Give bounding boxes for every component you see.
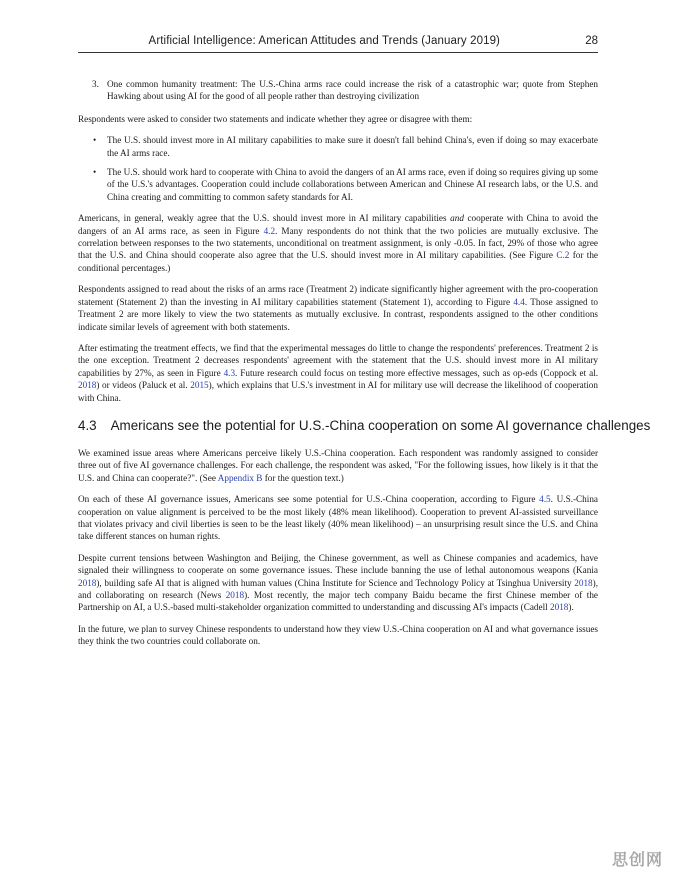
text-run: Despite current tensions between Washington and Beijing, the Chinese government, as well as Chinese companies and academics, have signaled their willingness to cooperate on some governance issues. These include banning the use of lethal autonomous weapons (Kania: [78, 552, 598, 576]
figure-link[interactable]: 4.4: [513, 296, 525, 307]
paragraph-risks: [78, 283, 598, 333]
watermark-logo: 思创网: [611, 850, 663, 869]
text-run: After estimating the treatment effects, we find that the experimental messages do little to change the respondents' preferences. Treatment 2 is the one exception. Treatment 2 decreases respondents' agreement with the statement that the U.S. should invest more in AI military capabilities by 27%, as seen in Figure: [78, 342, 598, 378]
text-run: ), building safe AI that is aligned with human values (China Institute for Science and Technology Policy at Tsinghua University: [96, 577, 575, 588]
bullet-list: [78, 134, 598, 203]
paragraph-statements-intro: Respondents were asked to consider two statements and indicate whether they agree or disagree with them:: [78, 113, 473, 124]
text-run: . Many respondents do not think that the two policies are mutually exclusive. The correlation between responses to the two statements, unconditional on treatment assignment, is only -0.05. In fact, 29% of those who agree that the U.S. and China should cooperate also agree that the U.S. should invest more in AI military capabilities. (See Figure: [78, 225, 599, 261]
bullet-item: [78, 134, 598, 159]
text-run: Respondents assigned to read about the risks of an arms race (Treatment 2) indicate significantly higher agreement with the pro-cooperation statement (Statement 2) than the investing in AI military capabilities statement (Statement 1), according to Figure: [78, 284, 598, 307]
text-run: ). Most recently, the major tech company Baidu became the first Chinese member of the Partnership on AI, a U.S.-based multi-stakeholder organization committed to understanding and discussing AI's impacts (Cadell: [78, 590, 598, 613]
treatment-name: One common humanity treatment:: [107, 79, 238, 89]
paragraph-effects: [78, 342, 598, 404]
bullet-item: [78, 166, 598, 203]
list-number: 3.: [92, 79, 99, 89]
running-header: [78, 34, 598, 53]
bullet-text: The U.S. should work hard to cooperate with China to avoid the dangers of an AI arms race, even if doing so requires giving up some of the U.S.'s advantages. Cooperation could include collaborations between American and Chinese AI research labs, or the U.S. and China creating and committing to common safety standards for AI.: [107, 167, 598, 202]
paragraph-future: In the future, we plan to survey Chinese respondents to understand how they view U.S.-China cooperation on AI and what governance issues they think the two countries could collaborate on.: [78, 623, 598, 647]
emphasis: and: [450, 213, 464, 224]
paragraph-americans: [78, 212, 598, 274]
citation-link[interactable]: 2015: [190, 380, 209, 391]
appendix-link[interactable]: Appendix B: [217, 472, 263, 483]
list-item-treatment-3: [78, 78, 598, 103]
text-run: ), and collaborating on research (News: [78, 577, 598, 600]
text-run: ), which explains that U.S.'s investment in AI for military use will decrease the likelihood of cooperation with China.: [78, 380, 598, 403]
page-body: [78, 78, 651, 657]
paragraph-despite: [78, 552, 598, 614]
section-title: Americans see the potential for U.S.-China cooperation on some AI governance challenges: [110, 417, 651, 433]
citation-link[interactable]: 2018: [225, 590, 245, 600]
text-run: for the conditional percentages.): [78, 250, 598, 273]
paragraph-each: [78, 493, 598, 543]
page-number: 28: [585, 35, 598, 47]
bullet-text: The U.S. should invest more in AI military capabilities to make sure it doesn't fall behind China's, even if doing so may exacerbate the AI arms race.: [107, 135, 598, 158]
section-number: 4.3: [78, 417, 97, 433]
text-run: ).: [568, 602, 574, 613]
text-run: . Future research could focus on testing more effective messages, such as op-eds (Coppock et al.: [235, 367, 599, 378]
text-run: for the question text.): [262, 472, 344, 483]
citation-link[interactable]: 2018: [550, 602, 569, 613]
figure-link[interactable]: C.2: [556, 250, 570, 261]
figure-link[interactable]: 4.2: [263, 225, 276, 236]
paragraph-examined: [78, 447, 598, 484]
citation-link[interactable]: 2018: [78, 380, 97, 391]
citation-link[interactable]: 2018: [78, 577, 97, 588]
text-run: . U.S.-China cooperation on value alignment is perceived to be the most likely (48% mean likelihood). Cooperation to prevent AI-assisted surveillance that violates privacy and civil liberties is seen to be the least likely (40% mean likelihood) – an unsurprising result since the U.S. and China take different stances on human rights.: [78, 494, 598, 542]
header-title: Artificial Intelligence: American Attitudes and Trends (January 2019): [148, 35, 500, 47]
text-run: cooperate with China to avoid the dangers of an AI arms race, as seen in Figure: [78, 213, 598, 236]
text-run: On each of these AI governance issues, Americans see some potential for U.S.-China cooperation, according to Figure: [78, 494, 540, 505]
bullet-icon: •: [93, 135, 97, 146]
text-run: . Those assigned to Treatment 2 are more likely to view the two statements as mutually exclusive. In contrast, respondents assigned to the other conditions indicate similar levels of agreement with both statements.: [78, 296, 598, 332]
figure-link[interactable]: 4.5: [539, 494, 551, 505]
section-heading: [78, 417, 651, 434]
bullet-icon: •: [93, 167, 97, 178]
text-run: ) or videos (Paluck et al.: [96, 380, 191, 391]
figure-link[interactable]: 4.3: [223, 367, 236, 378]
text-run: Americans, in general, weakly agree that the U.S. should invest more in AI military capabilities: [78, 213, 451, 224]
treatment-text: The U.S.-China arms race could increase the risk of a catastrophic war; quote from Stephen Hawking about using AI for the good of all people rather than destroying civilization: [107, 79, 599, 102]
citation-link[interactable]: 2018: [574, 577, 593, 588]
text-run: We examined issue areas where Americans perceive likely U.S.-China cooperation. Each respondent was randomly assigned to consider three out of five AI governance challenges. For each challenge, the respondent was asked, "For the following issues, how likely is it that the U.S. and China can cooperate?". (See: [78, 447, 598, 483]
